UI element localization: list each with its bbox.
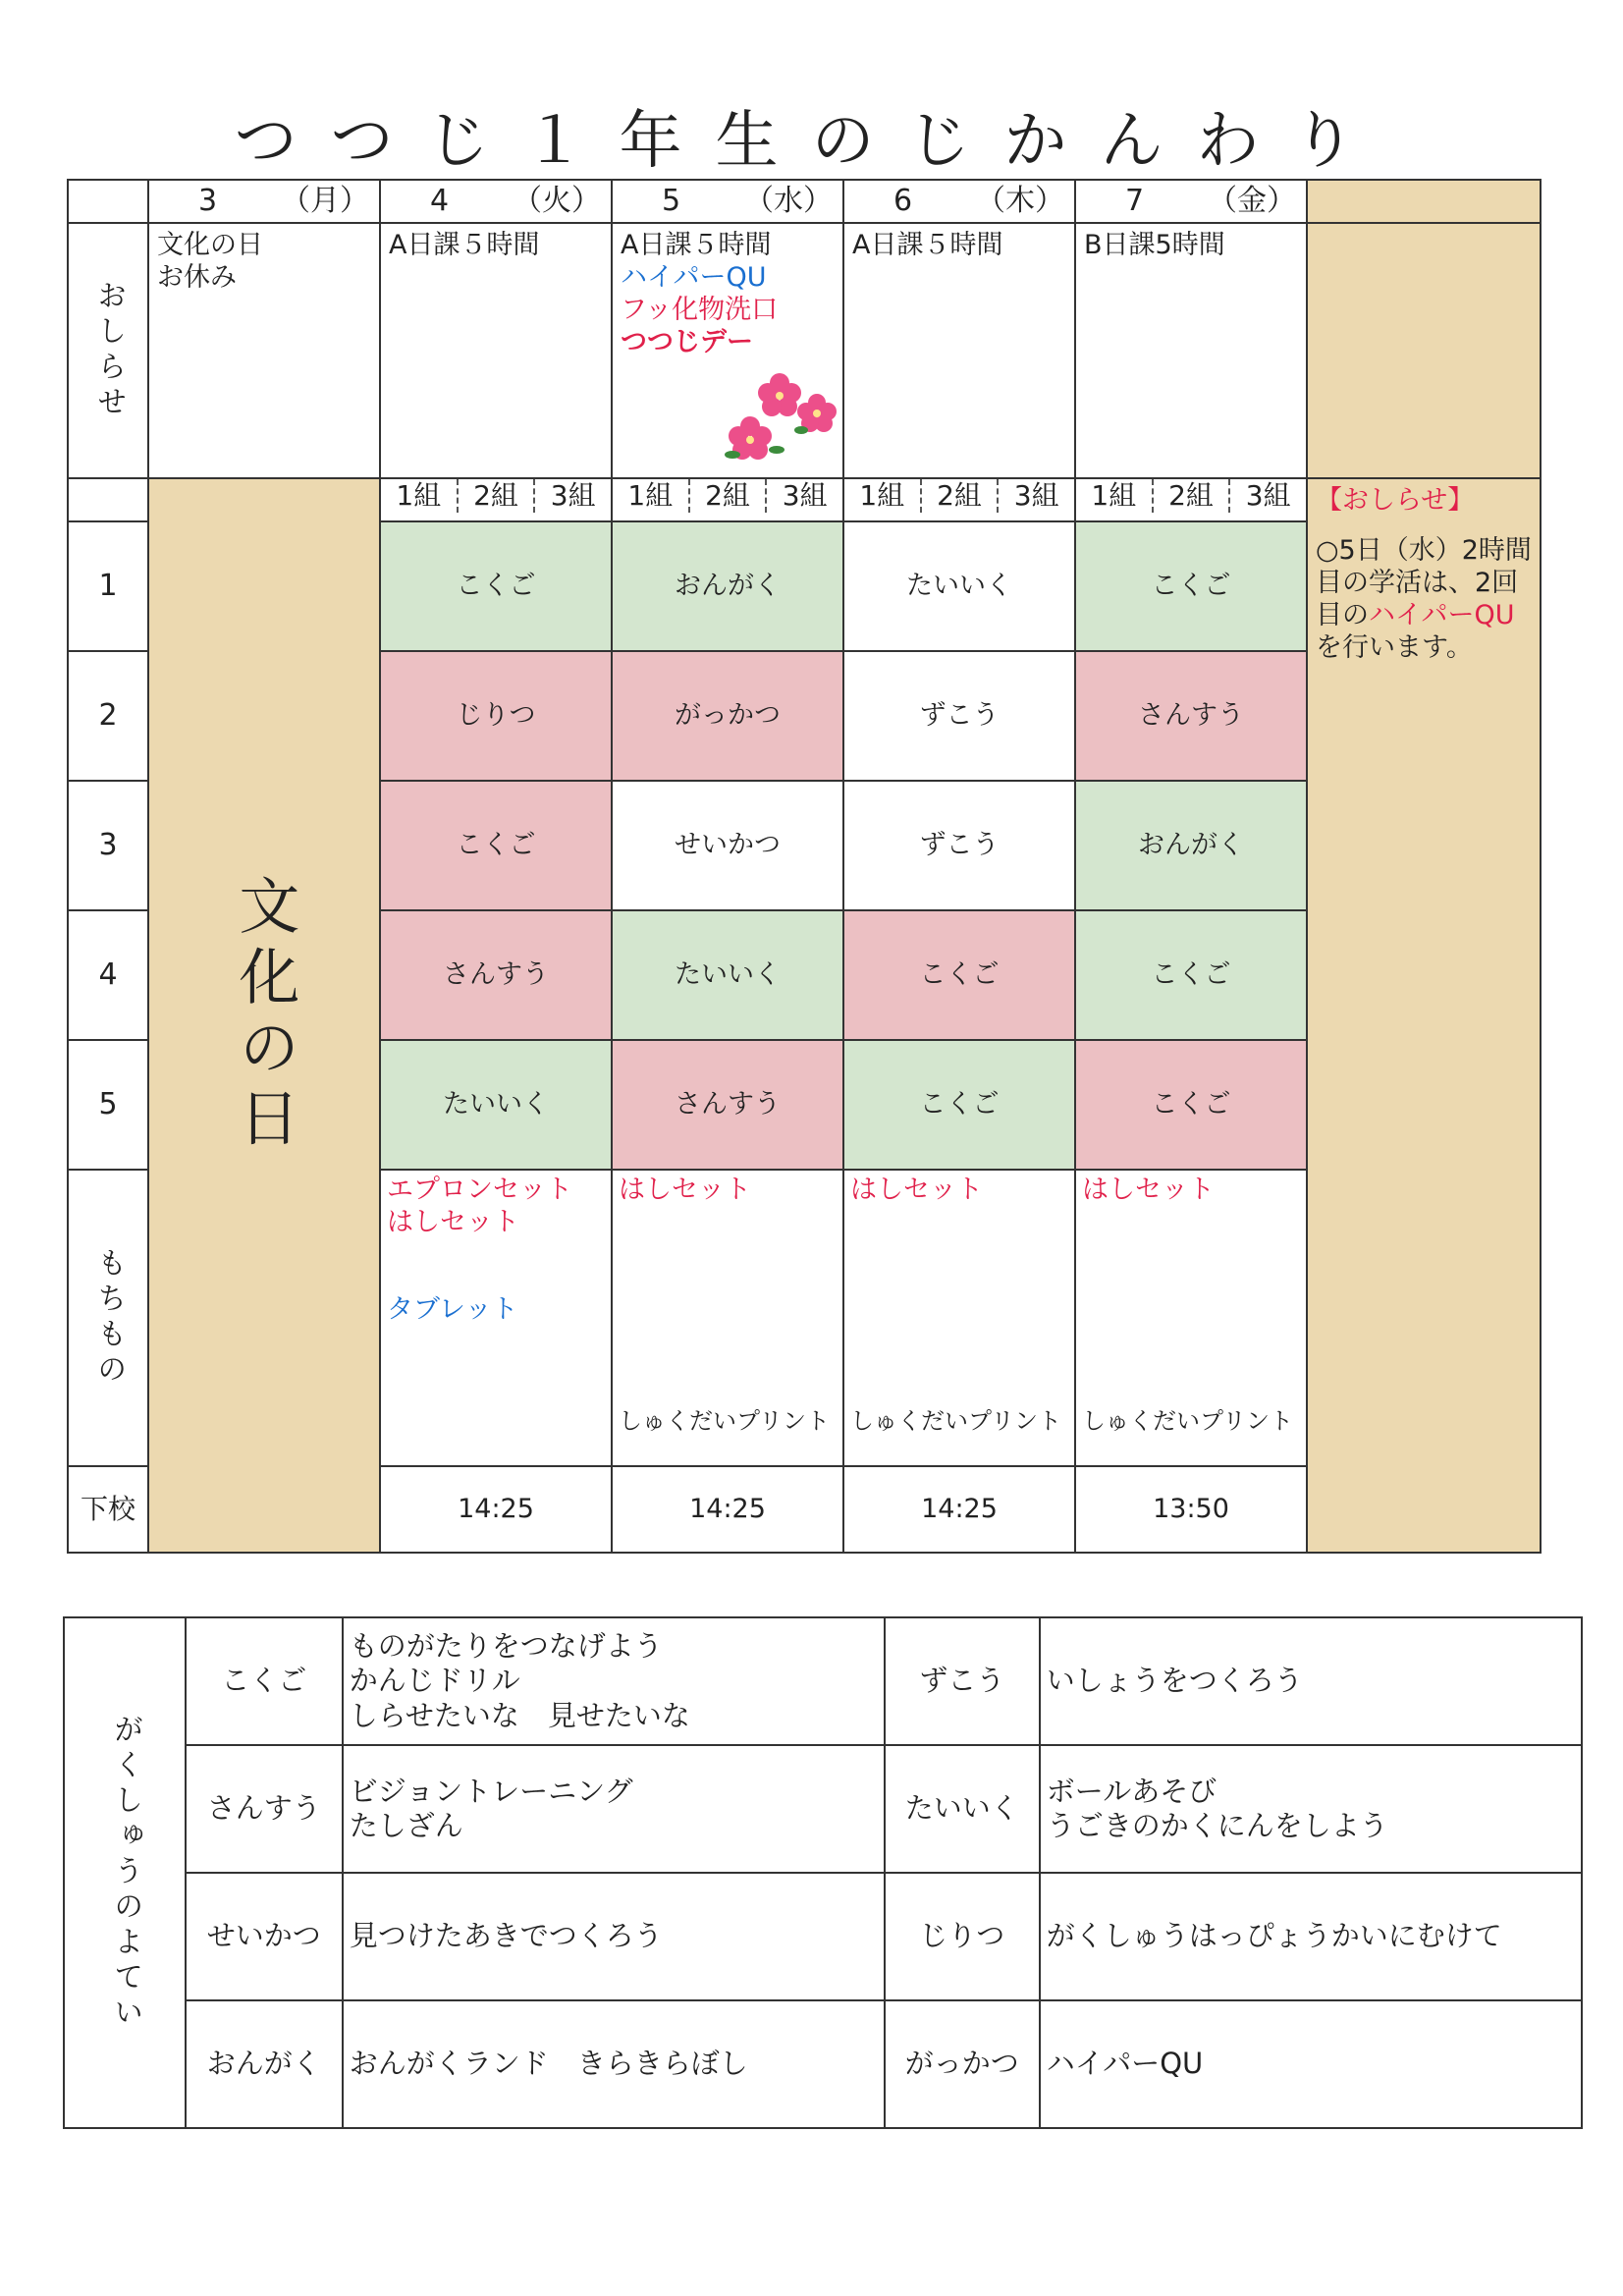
period-number: 1 <box>68 521 148 651</box>
mochimono-thu: はしセット しゅくだいプリント <box>843 1170 1075 1466</box>
period-number: 2 <box>68 651 148 781</box>
side-notice: 【おしらせ】 ○5日（水）2時間目の学活は、2回目のハイパーQUを行います。 <box>1307 478 1541 1553</box>
day-header-thu: 6 （木） <box>843 180 1075 223</box>
subject-cell: こくご <box>843 910 1075 1040</box>
period-number: 5 <box>68 1040 148 1170</box>
study-subject: こくご <box>186 1617 343 1745</box>
groups-thu: 1組 2組 3組 <box>843 478 1075 521</box>
study-description: おんがくランド きらきらぼし <box>343 2000 885 2128</box>
study-plan-row <box>64 1745 1582 1873</box>
study-description: ものがたりをつなげよう かんじドリル しらせたいな 見せたいな <box>343 1617 885 1745</box>
subject-cell: がっかつ <box>612 651 843 781</box>
study-subject: たいいく <box>885 1745 1040 1873</box>
study-description: ハイパーQU <box>1040 2000 1582 2128</box>
study-plan-row <box>64 1617 1582 1745</box>
subject-cell: おんがく <box>1075 781 1307 910</box>
study-subject: がっかつ <box>885 2000 1040 2128</box>
oshirase-row <box>68 223 1541 478</box>
group-row <box>68 478 1541 521</box>
gekou-time-wed: 14:25 <box>612 1466 843 1553</box>
yotei-label: がくしゅうのよてい <box>64 1617 186 2128</box>
study-description: 見つけたあきでつくろう <box>343 1873 885 2000</box>
oshirase-thu: A日課５時間 <box>843 223 1075 478</box>
day-header-tue: 4 （火） <box>380 180 612 223</box>
study-description: ボールあそび うごきのかくにんをしよう <box>1040 1745 1582 1873</box>
day-header-fri: 7 （金） <box>1075 180 1307 223</box>
subject-cell: こくご <box>1075 910 1307 1040</box>
subject-cell: せいかつ <box>612 781 843 910</box>
weekly-schedule-table <box>67 179 1542 1554</box>
side-column-header <box>1307 180 1541 223</box>
study-subject: ずこう <box>885 1617 1040 1745</box>
subject-cell: ずこう <box>843 651 1075 781</box>
groups-wed: 1組 2組 3組 <box>612 478 843 521</box>
study-description: がくしゅうはっぴょうかいにむけて <box>1040 1873 1582 2000</box>
side-column-oshirase <box>1307 223 1541 478</box>
subject-cell: じりつ <box>380 651 612 781</box>
holiday-label: 文化の日 <box>228 874 300 1157</box>
groups-tue: 1組 2組 3組 <box>380 478 612 521</box>
day-header-mon: 3 （月） <box>148 180 380 223</box>
period-number: 4 <box>68 910 148 1040</box>
subject-cell: こくご <box>1075 521 1307 651</box>
subject-cell: ずこう <box>843 781 1075 910</box>
subject-cell: こくご <box>380 521 612 651</box>
subject-cell: さんすう <box>612 1040 843 1170</box>
gekou-label: 下校 <box>68 1466 148 1553</box>
group-corner <box>68 478 148 521</box>
study-subject: さんすう <box>186 1745 343 1873</box>
study-subject: じりつ <box>885 1873 1040 2000</box>
gekou-time-fri: 13:50 <box>1075 1466 1307 1553</box>
subject-cell: たいいく <box>380 1040 612 1170</box>
subject-cell: たいいく <box>843 521 1075 651</box>
page-title: つつじ１年生のじかんわり <box>234 105 1389 178</box>
gekou-time-thu: 14:25 <box>843 1466 1075 1553</box>
holiday-column <box>148 478 380 1553</box>
mochimono-fri: はしセット しゅくだいプリント <box>1075 1170 1307 1466</box>
oshirase-label: おしらせ <box>68 223 148 478</box>
subject-cell: おんがく <box>612 521 843 651</box>
subject-cell: こくご <box>380 781 612 910</box>
oshirase-mon: 文化の日 お休み <box>148 223 380 478</box>
subject-cell: こくご <box>1075 1040 1307 1170</box>
period-number: 3 <box>68 781 148 910</box>
day-header-row <box>68 180 1541 223</box>
study-plan-row <box>64 2000 1582 2128</box>
groups-fri: 1組 2組 3組 <box>1075 478 1307 521</box>
azalea-flowers-icon <box>723 361 840 469</box>
study-subject: せいかつ <box>186 1873 343 2000</box>
oshirase-wed: A日課５時間 ハイパーQU フッ化物洗口 つつじデー <box>612 223 843 478</box>
study-description: ビジョントレーニング たしざん <box>343 1745 885 1873</box>
mochimono-wed: はしセット しゅくだいプリント <box>612 1170 843 1466</box>
subject-cell: さんすう <box>380 910 612 1040</box>
day-header-wed: 5 （水） <box>612 180 843 223</box>
corner-cell <box>68 180 148 223</box>
oshirase-fri: B日課5時間 <box>1075 223 1307 478</box>
mochimono-tue: エプロンセット はしセット タブレット <box>380 1170 612 1466</box>
study-plan-table <box>63 1616 1583 2129</box>
subject-cell: こくご <box>843 1040 1075 1170</box>
gekou-time-tue: 14:25 <box>380 1466 612 1553</box>
study-plan-row <box>64 1873 1582 2000</box>
study-subject: おんがく <box>186 2000 343 2128</box>
mochimono-label: もちもの <box>68 1170 148 1466</box>
subject-cell: さんすう <box>1075 651 1307 781</box>
study-description: いしょうをつくろう <box>1040 1617 1582 1745</box>
oshirase-tue: A日課５時間 <box>380 223 612 478</box>
subject-cell: たいいく <box>612 910 843 1040</box>
